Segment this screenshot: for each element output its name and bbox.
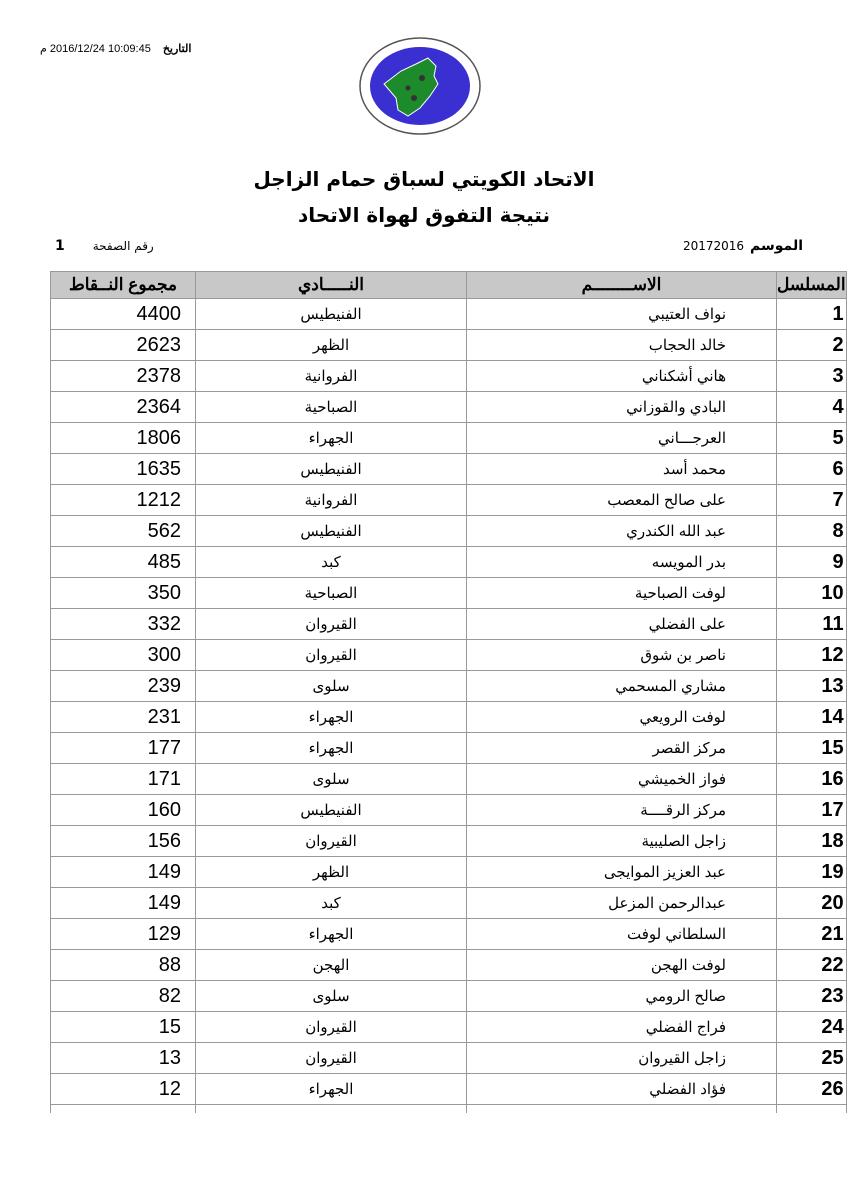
cell-name: العرجـــاني: [467, 423, 777, 454]
table-row: [51, 516, 847, 547]
cell-serial: 20: [777, 888, 847, 919]
date-label: التاريخ: [162, 43, 192, 55]
cell-name: عبد العزيز الموايجى: [467, 857, 777, 888]
cell-serial: 22: [777, 950, 847, 981]
cell-points: 1806: [51, 423, 196, 454]
cell-points: 160: [51, 795, 196, 826]
cell-serial: 11: [777, 609, 847, 640]
cell-club: الجهراء: [196, 733, 467, 764]
cell-points: 4400: [51, 299, 196, 330]
cell-name: عبدالرحمن المزعل: [467, 888, 777, 919]
cell-serial: 17: [777, 795, 847, 826]
column-header-name: الاســــــــم: [467, 272, 777, 299]
column-header-points: مجموع النــقاط: [51, 272, 196, 299]
table-filler-row: [51, 1105, 847, 1114]
column-header-club: النـــــادي: [196, 272, 467, 299]
cell-serial: 23: [777, 981, 847, 1012]
cell-name: صالح الرومي: [467, 981, 777, 1012]
table-row: [51, 702, 847, 733]
cell-name: مركز القصر: [467, 733, 777, 764]
cell-serial: 26: [777, 1074, 847, 1105]
cell-club: الجهراء: [196, 919, 467, 950]
cell-name: لوفت الرويعي: [467, 702, 777, 733]
table-row: [51, 795, 847, 826]
cell-points: 300: [51, 640, 196, 671]
page-value: 1: [55, 238, 65, 254]
cell-club: الفنيطيس: [196, 795, 467, 826]
results-table: [50, 271, 847, 1113]
table-row: [51, 857, 847, 888]
cell-serial: 21: [777, 919, 847, 950]
table-row: [51, 361, 847, 392]
cell-club: الفروانية: [196, 485, 467, 516]
cell-serial: 13: [777, 671, 847, 702]
cell-name: البادي والقوزاني: [467, 392, 777, 423]
cell-serial: 14: [777, 702, 847, 733]
cell-points: 485: [51, 547, 196, 578]
table-row: [51, 671, 847, 702]
cell-name: عبد الله الكندري: [467, 516, 777, 547]
cell-name: مشاري المسحمي: [467, 671, 777, 702]
empty-cell: [777, 1105, 847, 1114]
cell-club: الصباحية: [196, 392, 467, 423]
cell-name: فراج الفضلي: [467, 1012, 777, 1043]
cell-name: زاجل الصليبية: [467, 826, 777, 857]
cell-serial: 16: [777, 764, 847, 795]
cell-club: القيروان: [196, 826, 467, 857]
cell-points: 2378: [51, 361, 196, 392]
table-row: [51, 423, 847, 454]
cell-serial: 15: [777, 733, 847, 764]
cell-club: القيروان: [196, 1012, 467, 1043]
print-date: [40, 42, 191, 55]
table-row: [51, 733, 847, 764]
cell-club: سلوى: [196, 764, 467, 795]
table-row: [51, 392, 847, 423]
cell-name: خالد الحجاب: [467, 330, 777, 361]
table-row: [51, 640, 847, 671]
cell-club: الهجن: [196, 950, 467, 981]
cell-club: سلوى: [196, 981, 467, 1012]
cell-points: 12: [51, 1074, 196, 1105]
cell-points: 332: [51, 609, 196, 640]
season-label: الموسم: [750, 238, 803, 254]
cell-club: الجهراء: [196, 1074, 467, 1105]
cell-club: كبد: [196, 547, 467, 578]
table-row: [51, 826, 847, 857]
table-row: [51, 299, 847, 330]
cell-club: كبد: [196, 888, 467, 919]
cell-club: الفنيطيس: [196, 516, 467, 547]
cell-points: 88: [51, 950, 196, 981]
cell-name: نواف العتيبي: [467, 299, 777, 330]
cell-points: 156: [51, 826, 196, 857]
cell-club: القيروان: [196, 640, 467, 671]
cell-serial: 2: [777, 330, 847, 361]
cell-name: لوفت الهجن: [467, 950, 777, 981]
table-row: [51, 764, 847, 795]
cell-points: 149: [51, 888, 196, 919]
cell-points: 2623: [51, 330, 196, 361]
cell-serial: 3: [777, 361, 847, 392]
cell-points: 1212: [51, 485, 196, 516]
cell-club: القيروان: [196, 609, 467, 640]
cell-serial: 7: [777, 485, 847, 516]
cell-club: الفنيطيس: [196, 299, 467, 330]
cell-points: 13: [51, 1043, 196, 1074]
cell-name: على صالح المعصب: [467, 485, 777, 516]
table-row: [51, 1043, 847, 1074]
cell-points: 350: [51, 578, 196, 609]
cell-points: 177: [51, 733, 196, 764]
table-row: [51, 330, 847, 361]
page-title: الاتحاد الكويتي لسباق حمام الزاجل: [253, 167, 595, 191]
cell-name: زاجل القيروان: [467, 1043, 777, 1074]
cell-club: الجهراء: [196, 702, 467, 733]
cell-points: 15: [51, 1012, 196, 1043]
cell-serial: 12: [777, 640, 847, 671]
cell-serial: 19: [777, 857, 847, 888]
season-value: 20172016: [682, 239, 745, 253]
table-row: [51, 1074, 847, 1105]
date-value: 10:09:45 2016/12/24 م: [40, 43, 151, 55]
cell-name: السلطاني لوفت: [467, 919, 777, 950]
cell-club: الجهراء: [196, 423, 467, 454]
cell-name: هاني أشكناني: [467, 361, 777, 392]
cell-club: سلوى: [196, 671, 467, 702]
cell-serial: 24: [777, 1012, 847, 1043]
cell-serial: 5: [777, 423, 847, 454]
column-header-serial: المسلسل: [777, 272, 847, 299]
cell-name: محمد أسد: [467, 454, 777, 485]
table-row: [51, 919, 847, 950]
cell-points: 239: [51, 671, 196, 702]
empty-cell: [196, 1105, 467, 1114]
cell-points: 1635: [51, 454, 196, 485]
empty-cell: [467, 1105, 777, 1114]
cell-name: بدر المويسه: [467, 547, 777, 578]
cell-points: 231: [51, 702, 196, 733]
federation-logo: [356, 36, 484, 136]
cell-club: الظهر: [196, 330, 467, 361]
cell-club: القيروان: [196, 1043, 467, 1074]
cell-name: لوفت الصباحية: [467, 578, 777, 609]
cell-serial: 9: [777, 547, 847, 578]
table-row: [51, 485, 847, 516]
cell-points: 562: [51, 516, 196, 547]
cell-name: مركز الرقــــة: [467, 795, 777, 826]
cell-club: الفروانية: [196, 361, 467, 392]
table-row: [51, 609, 847, 640]
cell-points: 2364: [51, 392, 196, 423]
cell-serial: 6: [777, 454, 847, 485]
cell-points: 82: [51, 981, 196, 1012]
page-number-info: [55, 238, 154, 254]
cell-serial: 4: [777, 392, 847, 423]
cell-name: فواز الخميشي: [467, 764, 777, 795]
cell-club: الصباحية: [196, 578, 467, 609]
table-row: [51, 547, 847, 578]
cell-serial: 8: [777, 516, 847, 547]
cell-name: على الفضلي: [467, 609, 777, 640]
cell-club: الفنيطيس: [196, 454, 467, 485]
table-header-row: [51, 272, 847, 299]
table-row: [51, 454, 847, 485]
cell-points: 149: [51, 857, 196, 888]
cell-club: الظهر: [196, 857, 467, 888]
table-row: [51, 981, 847, 1012]
cell-points: 171: [51, 764, 196, 795]
cell-serial: 18: [777, 826, 847, 857]
page-subtitle: نتيجة التفوق لهواة الاتحاد: [298, 203, 550, 227]
cell-name: ناصر بن شوق: [467, 640, 777, 671]
cell-points: 129: [51, 919, 196, 950]
cell-serial: 25: [777, 1043, 847, 1074]
cell-name: فؤاد الفضلي: [467, 1074, 777, 1105]
cell-serial: 10: [777, 578, 847, 609]
cell-serial: 1: [777, 299, 847, 330]
empty-cell: [51, 1105, 196, 1114]
season-info: [683, 238, 803, 254]
table-row: [51, 1012, 847, 1043]
table-row: [51, 578, 847, 609]
table-row: [51, 950, 847, 981]
table-row: [51, 888, 847, 919]
page-label: رقم الصفحة: [92, 239, 154, 253]
